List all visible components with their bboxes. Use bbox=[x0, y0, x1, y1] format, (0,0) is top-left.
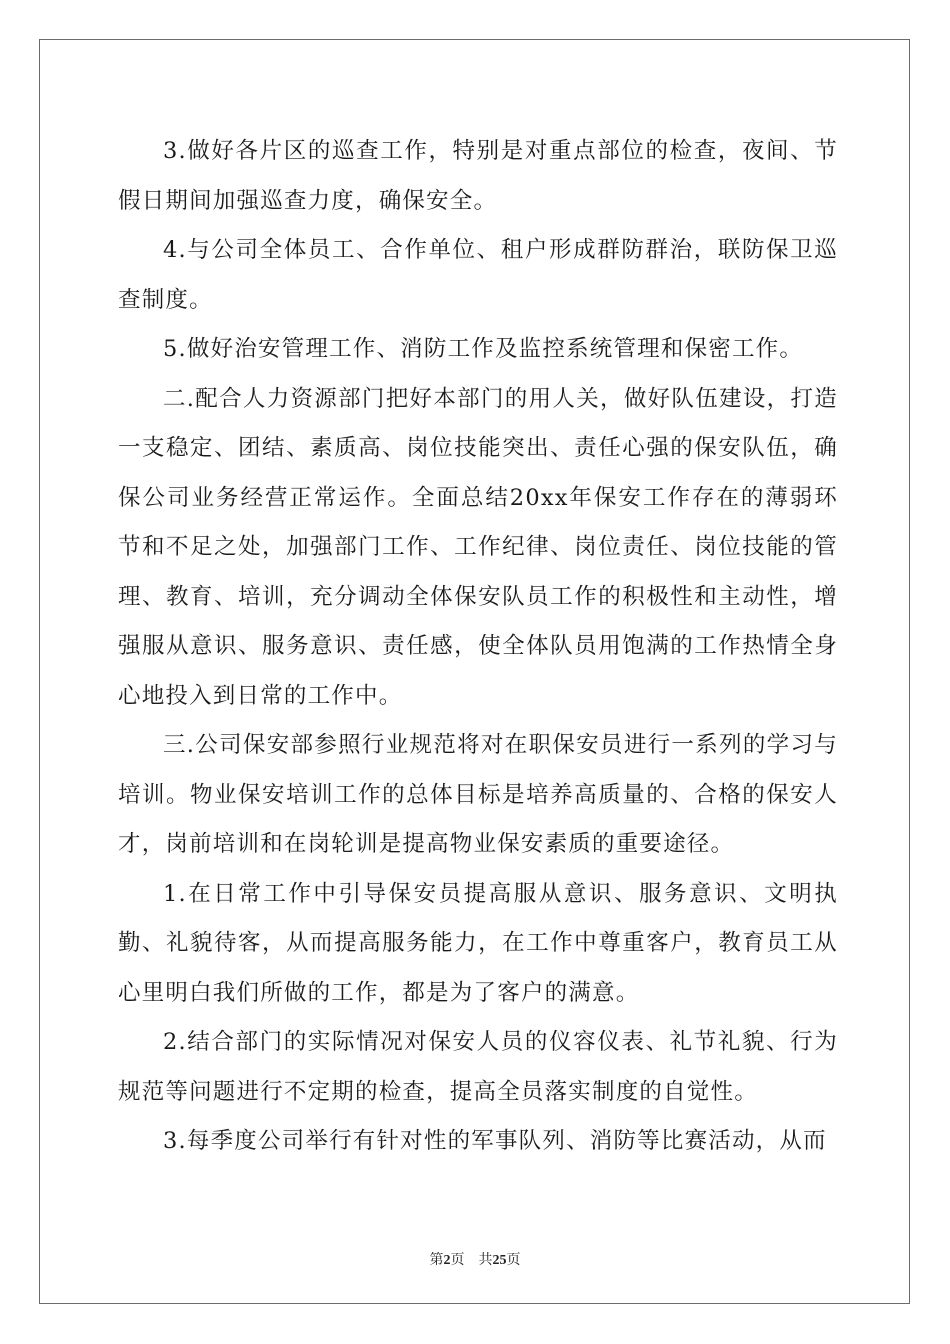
paragraph-team-building: 二.配合人力资源部门把好本部门的用人关，做好队伍建设，打造一支稳定、团结、素质高、岗位技能突出、责任心强的保安队伍，确保公司业务经营正常运作。全面总结20xx年保安工作存在的薄弱环节和不足之处，加强部门工作、工作纪律、岗位责任、岗位技能的管理、教育、培训，充分调动全体保安队员工作的积极性和主动性，增强服从意识、服务意识、责任感，使全体队员用饱满的工作热情全身心地投入到日常的工作中。 bbox=[118, 385, 838, 709]
total-page-count: 25 bbox=[492, 1253, 507, 1268]
paragraph-patrol: 3.做好各片区的巡查工作，特别是对重点部位的检查，夜间、节假日期间加强巡查力度，确保安全。 bbox=[118, 138, 838, 214]
total-prefix: 共 bbox=[478, 1253, 493, 1268]
paragraph-competition: 3.每季度公司举行有针对性的军事队列、消防等比赛活动，从而 bbox=[163, 1128, 827, 1154]
page-suffix: 页 bbox=[450, 1253, 465, 1268]
paragraph-inspection: 2.结合部门的实际情况对保安人员的仪容仪表、礼节礼貌、行为规范等问题进行不定期的检查，提高全员落实制度的自觉性。 bbox=[118, 1029, 838, 1105]
paragraph-joint-defense: 4.与公司全体员工、合作单位、租户形成群防群治，联防保卫巡查制度。 bbox=[118, 237, 838, 313]
current-page-number: 2 bbox=[443, 1253, 451, 1268]
paragraph-service-awareness: 1.在日常工作中引导保安员提高服从意识、服务意识、文明执勤、礼貌待客，从而提高服务能力，在工作中尊重客户，教育员工从心里明白我们所做的工作，都是为了客户的满意。 bbox=[118, 880, 838, 1006]
total-suffix: 页 bbox=[506, 1253, 521, 1268]
paragraph-security-management: 5.做好治安管理工作、消防工作及监控系统管理和保密工作。 bbox=[163, 336, 804, 362]
page-prefix: 第 bbox=[429, 1253, 444, 1268]
paragraph-training: 三.公司保安部参照行业规范将对在职保安员进行一系列的学习与培训。物业保安培训工作的总体目标是培养高质量的、合格的保安人才，岗前培训和在岗轮训是提高物业保安素质的重要途径。 bbox=[118, 732, 838, 857]
page-footer bbox=[0, 1249, 950, 1269]
document-body bbox=[118, 127, 838, 1167]
